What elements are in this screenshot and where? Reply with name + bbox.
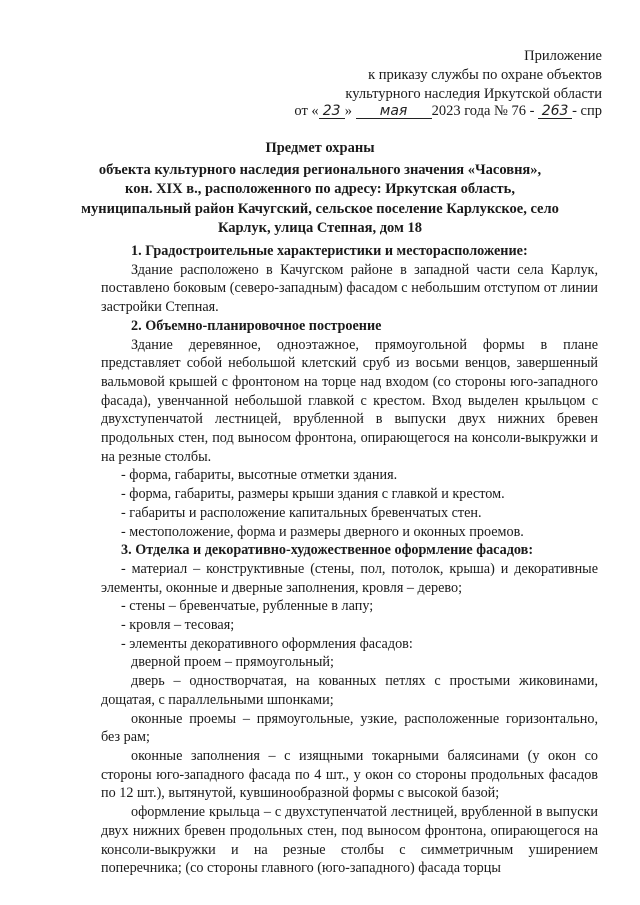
section-2-heading: 2. Объемно-планировочное построение bbox=[131, 317, 382, 334]
appendix-label: Приложение bbox=[524, 48, 602, 64]
section-3-decor: - элементы декоративного оформления фасадов: bbox=[121, 635, 413, 652]
title-line-5: Карлук, улица Степная, дом 18 bbox=[217, 220, 423, 236]
section-2-item-1: - форма, габариты, высотные отметки здания. bbox=[121, 467, 398, 484]
section-3-walls: - стены – бревенчатые, рубленные в лапу; bbox=[121, 598, 374, 615]
order-reference-line2: культурного наследия Иркутской области bbox=[345, 86, 602, 102]
date-mid: » bbox=[344, 103, 352, 119]
section-3-heading: 3. Отделка и декоративно-художественное оформление фасадов: bbox=[121, 542, 534, 559]
order-reference-line1: к приказу службы по охране объектов bbox=[368, 67, 602, 83]
section-3-window-fill: оконные заполнения – с изящными токарными балясинами (у окон со стороны юго-западного фасада по 4 шт., у окон со стороны продольных фасадов по 12 шт.), вытянутой, кувшинообразной формы с высокой базой; bbox=[101, 747, 598, 802]
section-2-item-2: - форма, габариты, размеры крыши здания с главкой и крестом. bbox=[121, 486, 505, 503]
title-line-1: Предмет охраны bbox=[265, 140, 375, 156]
title-line-4: муниципальный район Качугский, сельское поселение Карлукское, село bbox=[81, 200, 559, 217]
document-title bbox=[40, 139, 600, 239]
section-2-item-3: - габариты и расположение капитальных бревенчатых стен. bbox=[121, 504, 482, 521]
handwritten-month: мая bbox=[356, 104, 432, 119]
order-suffix: - спр bbox=[572, 103, 602, 119]
order-date-line bbox=[294, 103, 602, 120]
document-body bbox=[101, 242, 598, 878]
section-3-door: дверь – одностворчатая, на кованных петлях с простыми жиковинами, дощатая, с параллельными шпонками; bbox=[101, 673, 598, 708]
section-1-text: Здание расположено в Качугском районе в западной части села Карлук, поставлено боковым (северо-западным) фасадом с небольшим отступом от линии застройки Степная. bbox=[101, 261, 598, 316]
section-3-roof: - кровля – тесовая; bbox=[121, 617, 235, 634]
year-and-number: 2023 года № 76 - bbox=[431, 103, 535, 119]
title-line-3: кон. XIX в., расположенного по адресу: Иркутская область, bbox=[125, 181, 515, 197]
title-line-2: объекта культурного наследия регионального значения «Часовня», bbox=[98, 161, 542, 178]
section-3-porch: оформление крыльца – с двухступенчатой лестницей, врубленной в выпуски двух нижних бревен продольных стен, под выносом фронтона, опирающегося на консоли-выкружки и на резные столбы с симметричным уширением поперечника; (со стороны главного (юго-западного) фасада торцы bbox=[101, 804, 598, 877]
section-3-material: - материал – конструктивные (стены, пол, потолок, крыша) и декоративные элементы, оконные и дверные заполнения, кровля – дерево; bbox=[101, 560, 598, 596]
section-2-text: Здание деревянное, одноэтажное, прямоугольной формы в плане представляет собой небольшой клетский сруб из восьми венцов, завершенный вальмовой крышей с фронтоном на торце над входом (со стороны юго-западного фасада), увенчанной небольшой главкой с крестом. Вход выделен крыльцом с двухступенчатой лестницей, врубленной в выпуски двух нижних бревен продольных стен, под выносом фронтона, опирающегося на консоли-выкружки и на резные столбы. bbox=[101, 336, 598, 465]
section-3-door-opening: дверной проем – прямоугольный; bbox=[131, 654, 334, 671]
handwritten-order-number: 263 bbox=[538, 104, 572, 119]
section-3-windows: оконные проемы – прямоугольные, узкие, расположенные горизонтально, без рам; bbox=[101, 710, 598, 746]
section-2-item-4: - местоположение, форма и размеры дверного и оконных проемов. bbox=[121, 523, 524, 540]
date-prefix: от « bbox=[294, 103, 319, 119]
section-1-heading: 1. Градостроительные характеристики и месторасположение: bbox=[131, 243, 528, 259]
handwritten-day: 23 bbox=[319, 104, 345, 119]
